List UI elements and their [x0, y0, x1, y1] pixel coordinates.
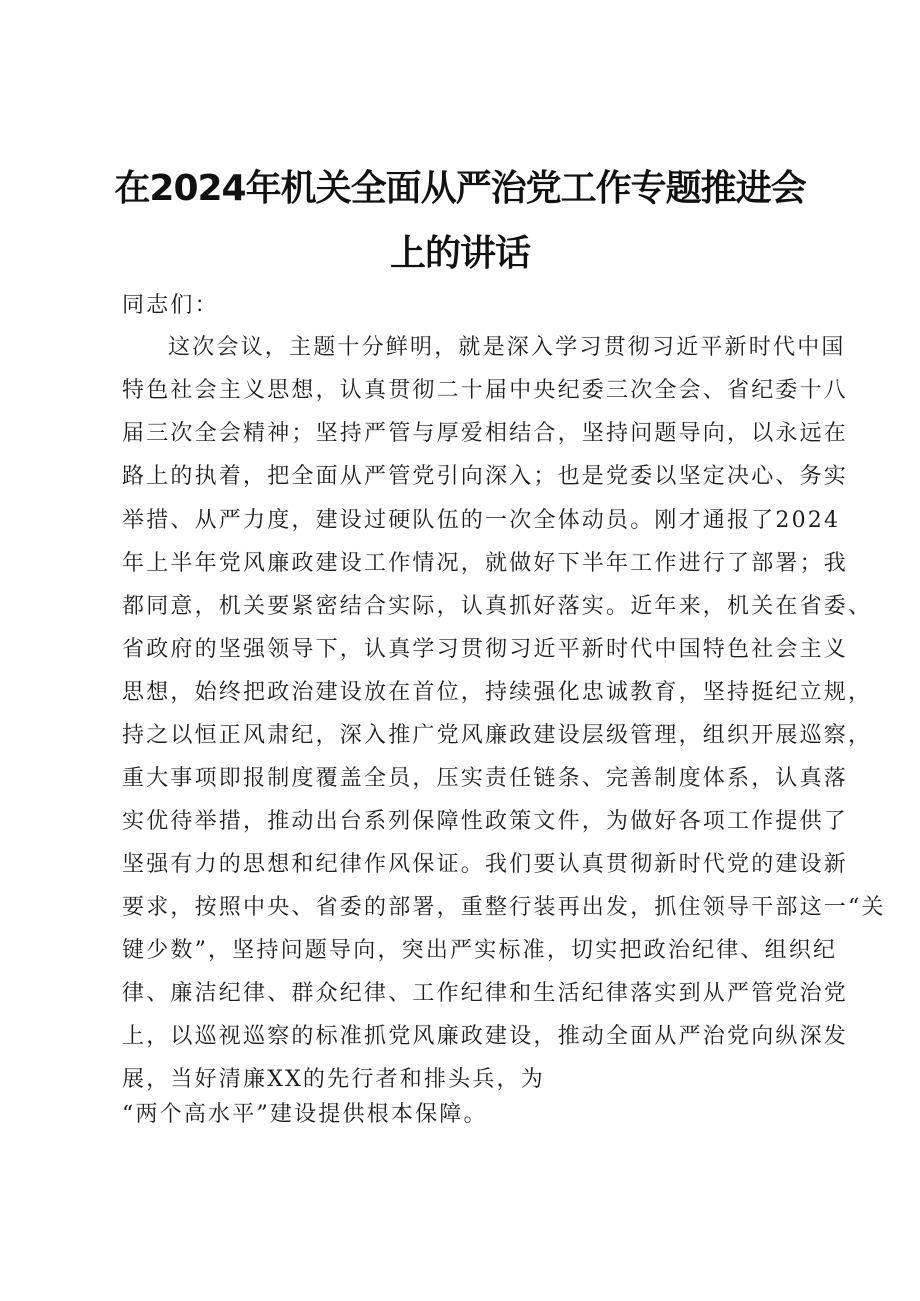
body-line: 年上半年党风廉政建设工作情况，就做好下半年工作进行了部署；我 [122, 551, 849, 576]
body-line: 路上的执着，把全面从严管党引向深入；也是党委以坚定决心、务实 [122, 464, 849, 489]
body-line: 思想，始终把政治建设放在首位，持续强化忠诚教育，坚持挺纪立规， [122, 680, 873, 705]
body-line: 上，以巡视巡察的标准抓党风廉政建设，推动全面从严治党向纵深发 [122, 1024, 849, 1049]
body-line: 都同意，机关要紧密结合实际，认真抓好落实。近年来，机关在省委、 [122, 594, 873, 619]
document-title-line-1: 在2024年机关全面从严治党工作专题推进会 [114, 168, 806, 209]
body-line: 举措、从严力度，建设过硬队伍的一次全体动员。刚才通报了2024 [122, 508, 841, 533]
body-line: 坚强有力的思想和纪律作风保证。我们要认真贯彻新时代党的建设新 [122, 852, 849, 877]
body-line: 键少数”，坚持问题导向，突出严实标准，切实把政治纪律、组织纪 [122, 938, 838, 963]
body-line: 重大事项即报制度覆盖全员，压实责任链条、完善制度体系，认真落 [122, 766, 849, 791]
body-line: “两个高水平”建设提供根本保障。 [122, 1102, 488, 1127]
body-line: 要求，按照中央、省委的部署，重整行装再出发，抓住领导干部这一“关 [122, 895, 886, 920]
body-line: 省政府的坚强领导下，认真学习贯彻习近平新时代中国特色社会主义 [122, 637, 849, 662]
body-line: 持之以恒正风肃纪，深入推广党风廉政建设层级管理，组织开展巡察， [122, 723, 873, 748]
body-line: 实优待举措，推动出台系列保障性政策文件，为做好各项工作提供了 [122, 809, 849, 834]
salutation: 同志们： [122, 293, 219, 318]
body-line: 这次会议，主题十分鲜明，就是深入学习贯彻习近平新时代中国 [168, 335, 846, 360]
body-line: 届三次全会精神；坚持严管与厚爱相结合，坚持问题导向，以永远在 [122, 421, 849, 446]
body-line: 展，当好清廉XX的先行者和排头兵，为 [122, 1067, 545, 1092]
body-line: 特色社会主义思想，认真贯彻二十届中央纪委三次全会、省纪委十八 [122, 378, 849, 403]
body-line: 律、廉洁纪律、群众纪律、工作纪律和生活纪律落实到从严管党治党 [122, 981, 849, 1006]
document-title-line-2: 上的讲话 [389, 233, 530, 274]
